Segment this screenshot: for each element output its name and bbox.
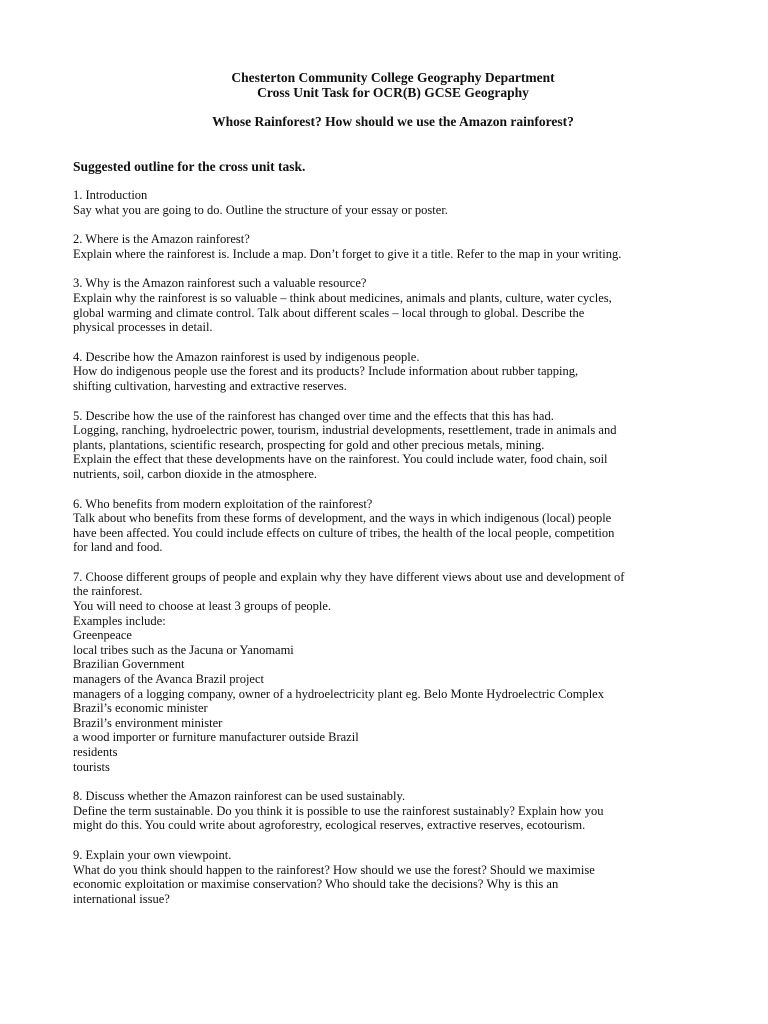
section-text-line: Greenpeace [73, 628, 132, 643]
section-text-line: shifting cultivation, harvesting and extractive reserves. [73, 378, 347, 393]
section-text-line: Logging, ranching, hydroelectric power, tourism, industrial developments, resettlement, trade in animals and [73, 423, 617, 438]
outline-section-8 [73, 789, 713, 833]
section-text-line: have been affected. You could include effects on culture of tribes, the health of the local people, competition [73, 525, 615, 540]
section-text-line: Explain the effect that these developments have on the rainforest. You could include water, food chain, soil [73, 452, 608, 467]
department-title: Chesterton Community College Geography Department [231, 70, 555, 85]
outline-section-7 [73, 570, 713, 774]
outline-section-2 [73, 232, 713, 261]
section-text-line: Say what you are going to do. Outline the structure of your essay or poster. [73, 202, 448, 217]
section-text-line: How do indigenous people use the forest and its products? Include information about rubber tapping, [73, 364, 579, 379]
section-text-line: the rainforest. [73, 584, 143, 599]
outline-heading: Suggested outline for the cross unit task. [73, 159, 306, 174]
outline-section-4 [73, 350, 713, 394]
section-text-line: Define the term sustainable. Do you think it is possible to use the rainforest sustainably? Explain how you [73, 803, 604, 818]
outline-sections [73, 188, 713, 906]
section-text-line: Brazil’s economic minister [73, 701, 208, 716]
section-heading: 1. Introduction [73, 188, 148, 202]
section-text-line: managers of a logging company, owner of a hydroelectricity plant eg. Belo Monte Hydroelectric Complex [73, 686, 604, 701]
task-title: Cross Unit Task for OCR(B) GCSE Geography [257, 85, 529, 100]
section-heading: 8. Discuss whether the Amazon rainforest can be used sustainably. [73, 789, 406, 804]
section-text-line: might do this. You could write about agroforestry, ecological reserves, extractive reserves, ecotourism. [73, 818, 586, 833]
section-text-line: for land and food. [73, 540, 163, 555]
section-heading: 3. Why is the Amazon rainforest such a valuable resource? [73, 276, 367, 291]
section-text-line: What do you think should happen to the rainforest? How should we use the forest? Should we maximise [73, 862, 595, 877]
section-heading: 4. Describe how the Amazon rainforest is used by indigenous people. [73, 349, 420, 364]
section-text-line: Brazil’s environment minister [73, 715, 223, 730]
task-question: Whose Rainforest? How should we use the Amazon rainforest? [212, 114, 574, 129]
section-text-line: Explain why the rainforest is so valuable – think about medicines, animals and plants, culture, water cycles, [73, 290, 612, 305]
section-text-line: economic exploitation or maximise conservation? Who should take the decisions? Why is this an [73, 877, 559, 892]
section-text-line: local tribes such as the Jacuna or Yanomami [73, 642, 294, 657]
section-text-line: You will need to choose at least 3 groups of people. [73, 599, 332, 614]
outline-section-1 [73, 188, 713, 217]
section-text-line: Talk about who benefits from these forms of development, and the ways in which indigenous (local) people [73, 511, 612, 526]
section-heading: 6. Who benefits from modern exploitation of the rainforest? [73, 496, 373, 511]
section-text-line: plants, plantations, scientific research, prospecting for gold and other precious metals, mining. [73, 437, 545, 452]
section-heading: 7. Choose different groups of people and explain why they have different views about use and development of [73, 569, 625, 584]
section-heading: 5. Describe how the use of the rainforest has changed over time and the effects that this has had. [73, 408, 554, 423]
section-text-line: tourists [73, 759, 110, 774]
document-page [73, 70, 713, 921]
section-text-line: Examples include: [73, 613, 166, 628]
outline-section-3 [73, 276, 713, 334]
section-text-line: managers of the Avanca Brazil project [73, 672, 265, 687]
section-heading: 9. Explain your own viewpoint. [73, 847, 232, 862]
outline-section-5 [73, 409, 713, 482]
section-text-line: residents [73, 745, 118, 759]
document-header [73, 70, 713, 129]
section-text-line: Explain where the rainforest is. Include a map. Don’t forget to give it a title. Refer to the map in your writing. [73, 246, 622, 261]
section-text-line: international issue? [73, 891, 170, 906]
section-text-line: physical processes in detail. [73, 320, 213, 335]
section-text-line: Brazilian Government [73, 657, 185, 672]
section-text-line: a wood importer or furniture manufacturer outside Brazil [73, 730, 359, 745]
section-text-line: global warming and climate control. Talk about different scales – local through to global. Describe the [73, 305, 585, 320]
section-text-line: nutrients, soil, carbon dioxide in the atmosphere. [73, 466, 318, 481]
outline-section-9 [73, 848, 713, 906]
outline-section-6 [73, 497, 713, 555]
section-heading: 2. Where is the Amazon rainforest? [73, 232, 250, 247]
